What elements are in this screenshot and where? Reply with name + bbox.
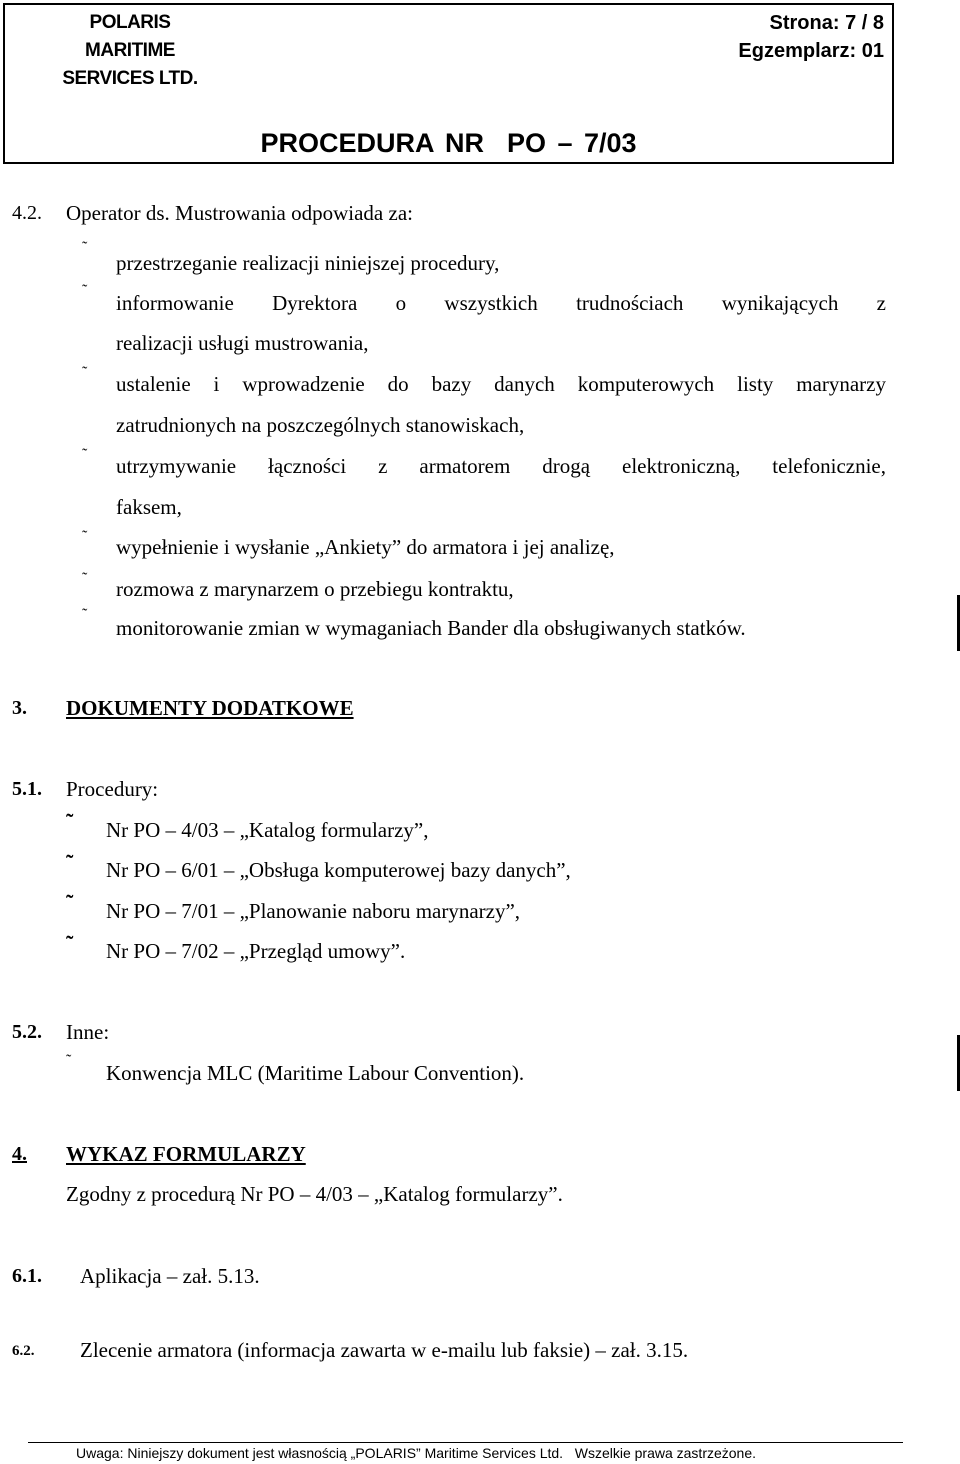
list-item-continuation: zatrudnionych na poszczególnych stanowiskach,: [116, 413, 525, 437]
bullet-icon: ˜: [82, 239, 88, 256]
list-item: Nr PO – 7/01 – „Planowanie naboru marynarzy”,: [106, 899, 521, 923]
section-heading: DOKUMENTY DODATKOWE: [66, 696, 354, 720]
bullet-icon: ˜: [82, 446, 88, 463]
bullet-icon: ˜: [82, 570, 88, 587]
section-number: 4.: [12, 1143, 27, 1165]
section-number: 3.: [12, 697, 27, 719]
footer-note: Uwaga: Niniejszy dokument jest własnością „POLARIS” Maritime Services Ltd. Wszelkie prawa zastrzeżone.: [76, 1445, 757, 1461]
company-line: POLARIS: [89, 12, 171, 33]
list-item: informowanie Dyrektora o wszystkich trudnościach wynikających z: [116, 291, 886, 315]
copy-number: Egzemplarz: 01: [738, 40, 884, 62]
bullet-icon: ˜: [82, 364, 88, 381]
section-title: Inne:: [66, 1020, 110, 1044]
list-item: Nr PO – 4/03 – „Katalog formularzy”,: [106, 818, 429, 842]
document-header: [3, 3, 894, 164]
footer-rule: [28, 1442, 903, 1443]
list-item: rozmowa z marynarzem o przebiegu kontraktu,: [116, 577, 514, 601]
procedure-title: PROCEDURA NR PO – 7/03: [260, 128, 637, 158]
section-heading: WYKAZ FORMULARZY: [66, 1142, 306, 1166]
section-number: 4.2.: [12, 202, 42, 224]
list-item-continuation: realizacji usługi mustrowania,: [116, 331, 369, 355]
list-item: monitorowanie zmian w wymaganiach Bander dla obsługiwanych statków.: [116, 616, 746, 640]
section-number: 5.2.: [12, 1021, 42, 1043]
company-line: SERVICES LTD.: [62, 68, 198, 89]
section-text: Zgodny z procedurą Nr PO – 4/03 – „Katalog formularzy”.: [66, 1182, 563, 1206]
section-number: 6.2.: [12, 1343, 35, 1359]
bullet-icon: ˜: [66, 809, 74, 834]
section-number: 6.1.: [12, 1265, 42, 1287]
section-title: Procedury:: [66, 777, 159, 801]
form-entry: Aplikacja – zał. 5.13.: [80, 1264, 260, 1288]
list-item: przestrzeganie realizacji niniejszej procedury,: [116, 251, 500, 275]
section-number: 5.1.: [12, 778, 42, 800]
list-item: Nr PO – 7/02 – „Przegląd umowy”.: [106, 939, 406, 963]
page-info: [738, 9, 884, 65]
list-item: utrzymywanie łączności z armatorem drogą elektroniczną, telefonicznie,: [116, 454, 886, 478]
list-item: Nr PO – 6/01 – „Obsługa komputerowej bazy danych”,: [106, 858, 571, 882]
bullet-icon: ˜: [82, 606, 88, 623]
company-name: [45, 9, 215, 93]
list-item: Konwencja MLC (Maritime Labour Convention).: [106, 1061, 525, 1085]
section-title: Operator ds. Mustrowania odpowiada za:: [66, 201, 413, 225]
bullet-icon: ˜: [66, 931, 74, 956]
bullet-icon: ˜: [66, 890, 74, 915]
company-line: MARITIME: [85, 40, 175, 61]
form-entry: Zlecenie armatora (informacja zawarta w e-mailu lub faksie) – zał. 3.15.: [80, 1338, 689, 1362]
bullet-icon: ˜: [82, 528, 88, 545]
page-number: Strona: 7 / 8: [769, 12, 884, 34]
list-item: ustalenie i wprowadzenie do bazy danych komputerowych listy marynarzy: [116, 372, 886, 396]
list-item: wypełnienie i wysłanie „Ankiety” do armatora i jej analizę,: [116, 535, 615, 559]
bullet-icon: ˜: [66, 1052, 72, 1069]
list-item-continuation: faksem,: [116, 495, 182, 519]
bullet-icon: ˜: [82, 282, 88, 299]
bullet-icon: ˜: [66, 850, 74, 875]
